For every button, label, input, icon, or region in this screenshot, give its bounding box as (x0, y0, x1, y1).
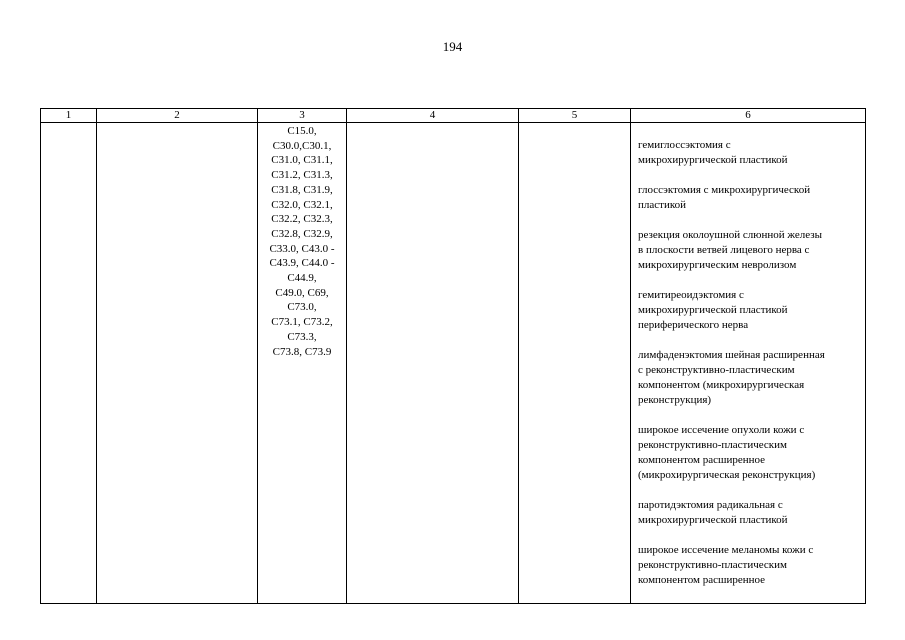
procedure-text-line: в плоскости ветвей лицевого нерва с (638, 244, 810, 256)
procedure-text-line: с реконструктивно-пластическим (638, 364, 795, 376)
procedure-text-line: компонентом (микрохирургическая (638, 379, 805, 391)
cell-col-1 (41, 123, 97, 604)
cell-col-5 (519, 123, 631, 604)
diagnosis-code-line: C30.0,C30.1, (272, 139, 332, 152)
procedure-item (638, 288, 863, 333)
diagnosis-code-line: C15.0, (287, 125, 317, 137)
diagnosis-code-line: C31.0, C31.1, (271, 154, 333, 167)
procedure-text-line: микрохирургической пластикой (638, 514, 788, 526)
diagnosis-code-line: C73.8, C73.9 (272, 345, 332, 358)
procedure-text-line: микрохирургическим невролизом (638, 259, 797, 271)
procedure-item (638, 228, 863, 273)
procedure-item (638, 543, 863, 588)
diagnosis-code-line: C32.2, C32.3, (271, 213, 333, 226)
diagnosis-code-line: C44.9, (287, 272, 317, 285)
column-header-1: 1 (41, 109, 97, 123)
procedure-text-line: (микрохирургическая реконструкция) (638, 469, 816, 481)
procedure-text-line: периферического нерва (638, 319, 749, 331)
procedure-text-line: пластикой (638, 199, 687, 211)
diagnosis-code-line: C73.0, (287, 301, 317, 314)
procedure-text-line: компонентом расширенное (638, 454, 766, 466)
column-header-2: 2 (97, 109, 258, 123)
cell-procedures (631, 123, 866, 604)
diagnosis-code-line: C32.0, C32.1, (271, 198, 333, 211)
diagnosis-code-line: C43.9, C44.0 - (269, 257, 335, 270)
procedure-text-line: компонентом расширенное (638, 574, 766, 586)
column-header-3: 3 (258, 109, 347, 123)
procedure-text-line: реконструктивно-пластическим (638, 559, 787, 571)
column-header-6: 6 (631, 109, 866, 123)
procedure-item (638, 138, 863, 168)
column-header-5: 5 (519, 109, 631, 123)
procedure-text-line: гемитиреоидэктомия с (638, 289, 744, 301)
diagnosis-code-line: C31.8, C31.9, (271, 183, 333, 196)
procedure-text-line: гемиглоссэктомия с (638, 139, 731, 151)
procedure-text-line: микрохирургической пластикой (638, 154, 788, 166)
procedure-item (638, 348, 863, 408)
procedure-text-line: широкое иссечение меланомы кожи с (638, 544, 814, 556)
diagnosis-code-line: C73.1, C73.2, (271, 316, 333, 329)
diagnosis-code-line: C32.8, C32.9, (271, 227, 333, 240)
diagnosis-code-line: C33.0, C43.0 - (269, 242, 335, 255)
column-header-4: 4 (347, 109, 519, 123)
diagnosis-code-line: C31.2, C31.3, (271, 169, 333, 182)
diagnosis-code-line: C73.3, (287, 330, 317, 343)
page-number: 194 (442, 39, 463, 54)
procedure-item (638, 423, 863, 483)
procedure-text-line: широкое иссечение опухоли кожи с (638, 424, 805, 436)
cell-col-2 (97, 123, 258, 604)
procedure-text-line: глоссэктомия с микрохирургической (638, 184, 811, 196)
table-row (41, 123, 866, 604)
cell-diagnosis-codes (258, 123, 347, 604)
procedure-text-line: паротидэктомия радикальная с (638, 499, 783, 511)
procedure-text-line: резекция околоушной слюнной железы (638, 229, 822, 241)
diagnosis-code-list (258, 123, 346, 359)
procedure-list (638, 123, 863, 588)
procedure-text-line: реконструктивно-пластическим (638, 439, 787, 451)
table-header-row (41, 109, 866, 123)
procedure-item (638, 183, 863, 213)
procedure-text-line: лимфаденэктомия шейная расширенная (638, 349, 825, 361)
document-table (40, 108, 866, 604)
cell-col-4 (347, 123, 519, 604)
procedure-text-line: реконструкция) (638, 394, 712, 406)
procedure-item (638, 498, 863, 528)
procedure-text-line: микрохирургической пластикой (638, 304, 788, 316)
diagnosis-code-line: C49.0, C69, (275, 286, 329, 299)
